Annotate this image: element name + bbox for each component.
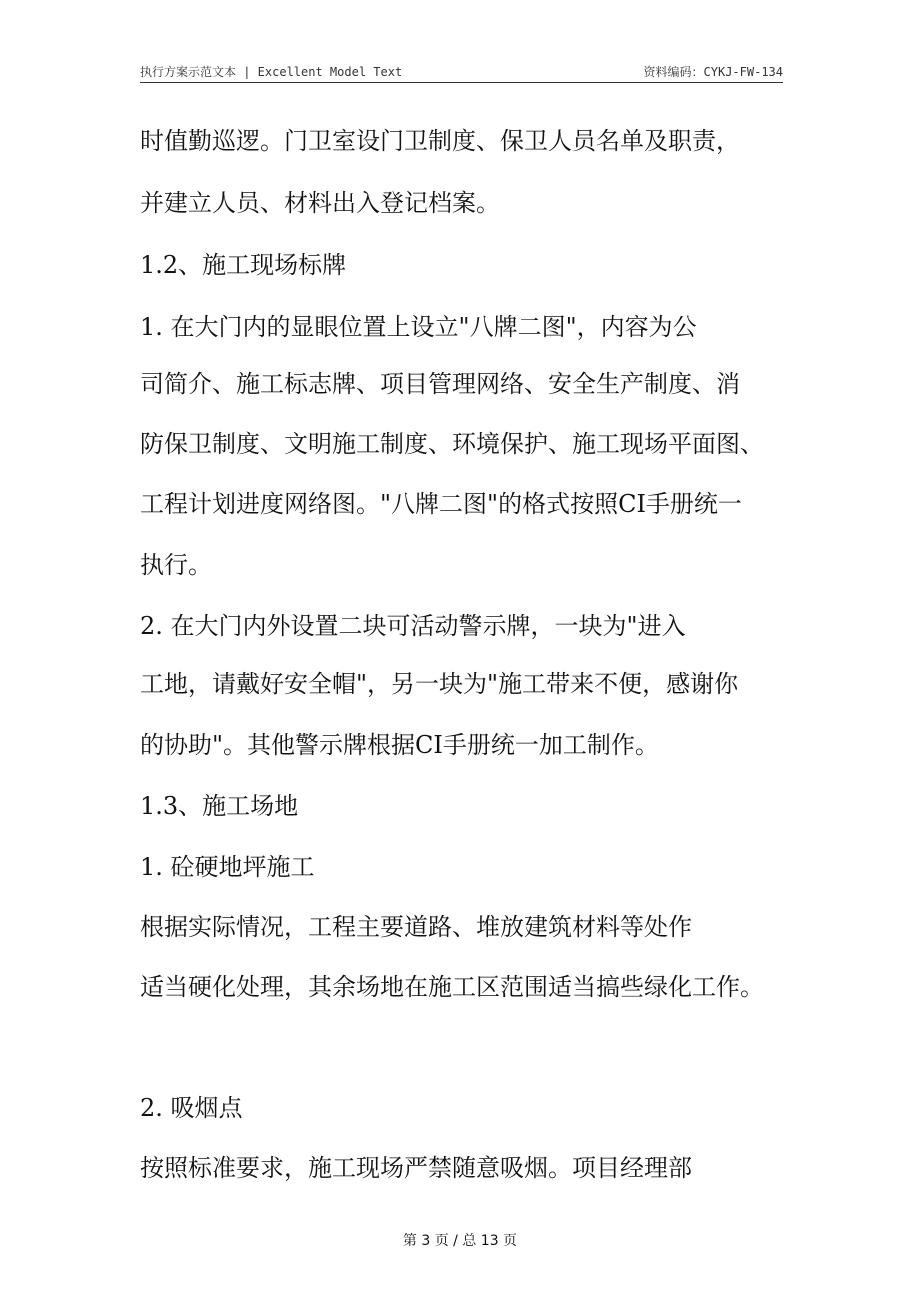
page-header — [140, 60, 783, 83]
paragraph-line: 2. 在大门内外设置二块可活动警示牌，一块为"进入 — [140, 612, 686, 640]
header-title: 执行方案示范文本 | Excellent Model Text — [140, 65, 403, 79]
section-heading: 1.2、施工现场标牌 — [140, 251, 347, 279]
paragraph-line: 执行。 — [140, 551, 212, 579]
paragraph-line: 1. 在大门内的显眼位置上设立"八牌二图"，内容为公 — [140, 313, 697, 341]
paragraph-line: 工地，请戴好安全帽"，另一块为"施工带来不便，感谢你 — [140, 670, 739, 698]
paragraph-line: 时值勤巡逻。门卫室设门卫制度、保卫人员名单及职责， — [140, 127, 740, 155]
header-doc-code: 资料编码：CYKJ-FW-134 — [643, 65, 783, 79]
subsection-heading: 1. 砼硬地坪施工 — [140, 853, 315, 881]
paragraph-line: 工程计划进度网络图。"八牌二图"的格式按照CI手册统一 — [140, 490, 742, 518]
paragraph-line: 防保卫制度、文明施工制度、环境保护、施工现场平面图、 — [140, 430, 764, 458]
paragraph-line: 的协助"。其他警示牌根据CI手册统一加工制作。 — [140, 731, 659, 759]
section-heading: 1.3、施工场地 — [140, 792, 299, 820]
paragraph-line: 司简介、施工标志牌、项目管理网络、安全生产制度、消 — [140, 370, 740, 398]
paragraph-line: 按照标准要求，施工现场严禁随意吸烟。项目经理部 — [140, 1154, 692, 1182]
paragraph-line: 根据实际情况，工程主要道路、堆放建筑材料等处作 — [140, 913, 692, 941]
subsection-heading: 2. 吸烟点 — [140, 1094, 243, 1122]
paragraph-line: 并建立人员、材料出入登记档案。 — [140, 189, 500, 217]
paragraph-line: 适当硬化处理，其余场地在施工区范围适当搞些绿化工作。 — [140, 973, 764, 1001]
page-number: 第 3 页 / 总 13 页 — [402, 1233, 518, 1249]
